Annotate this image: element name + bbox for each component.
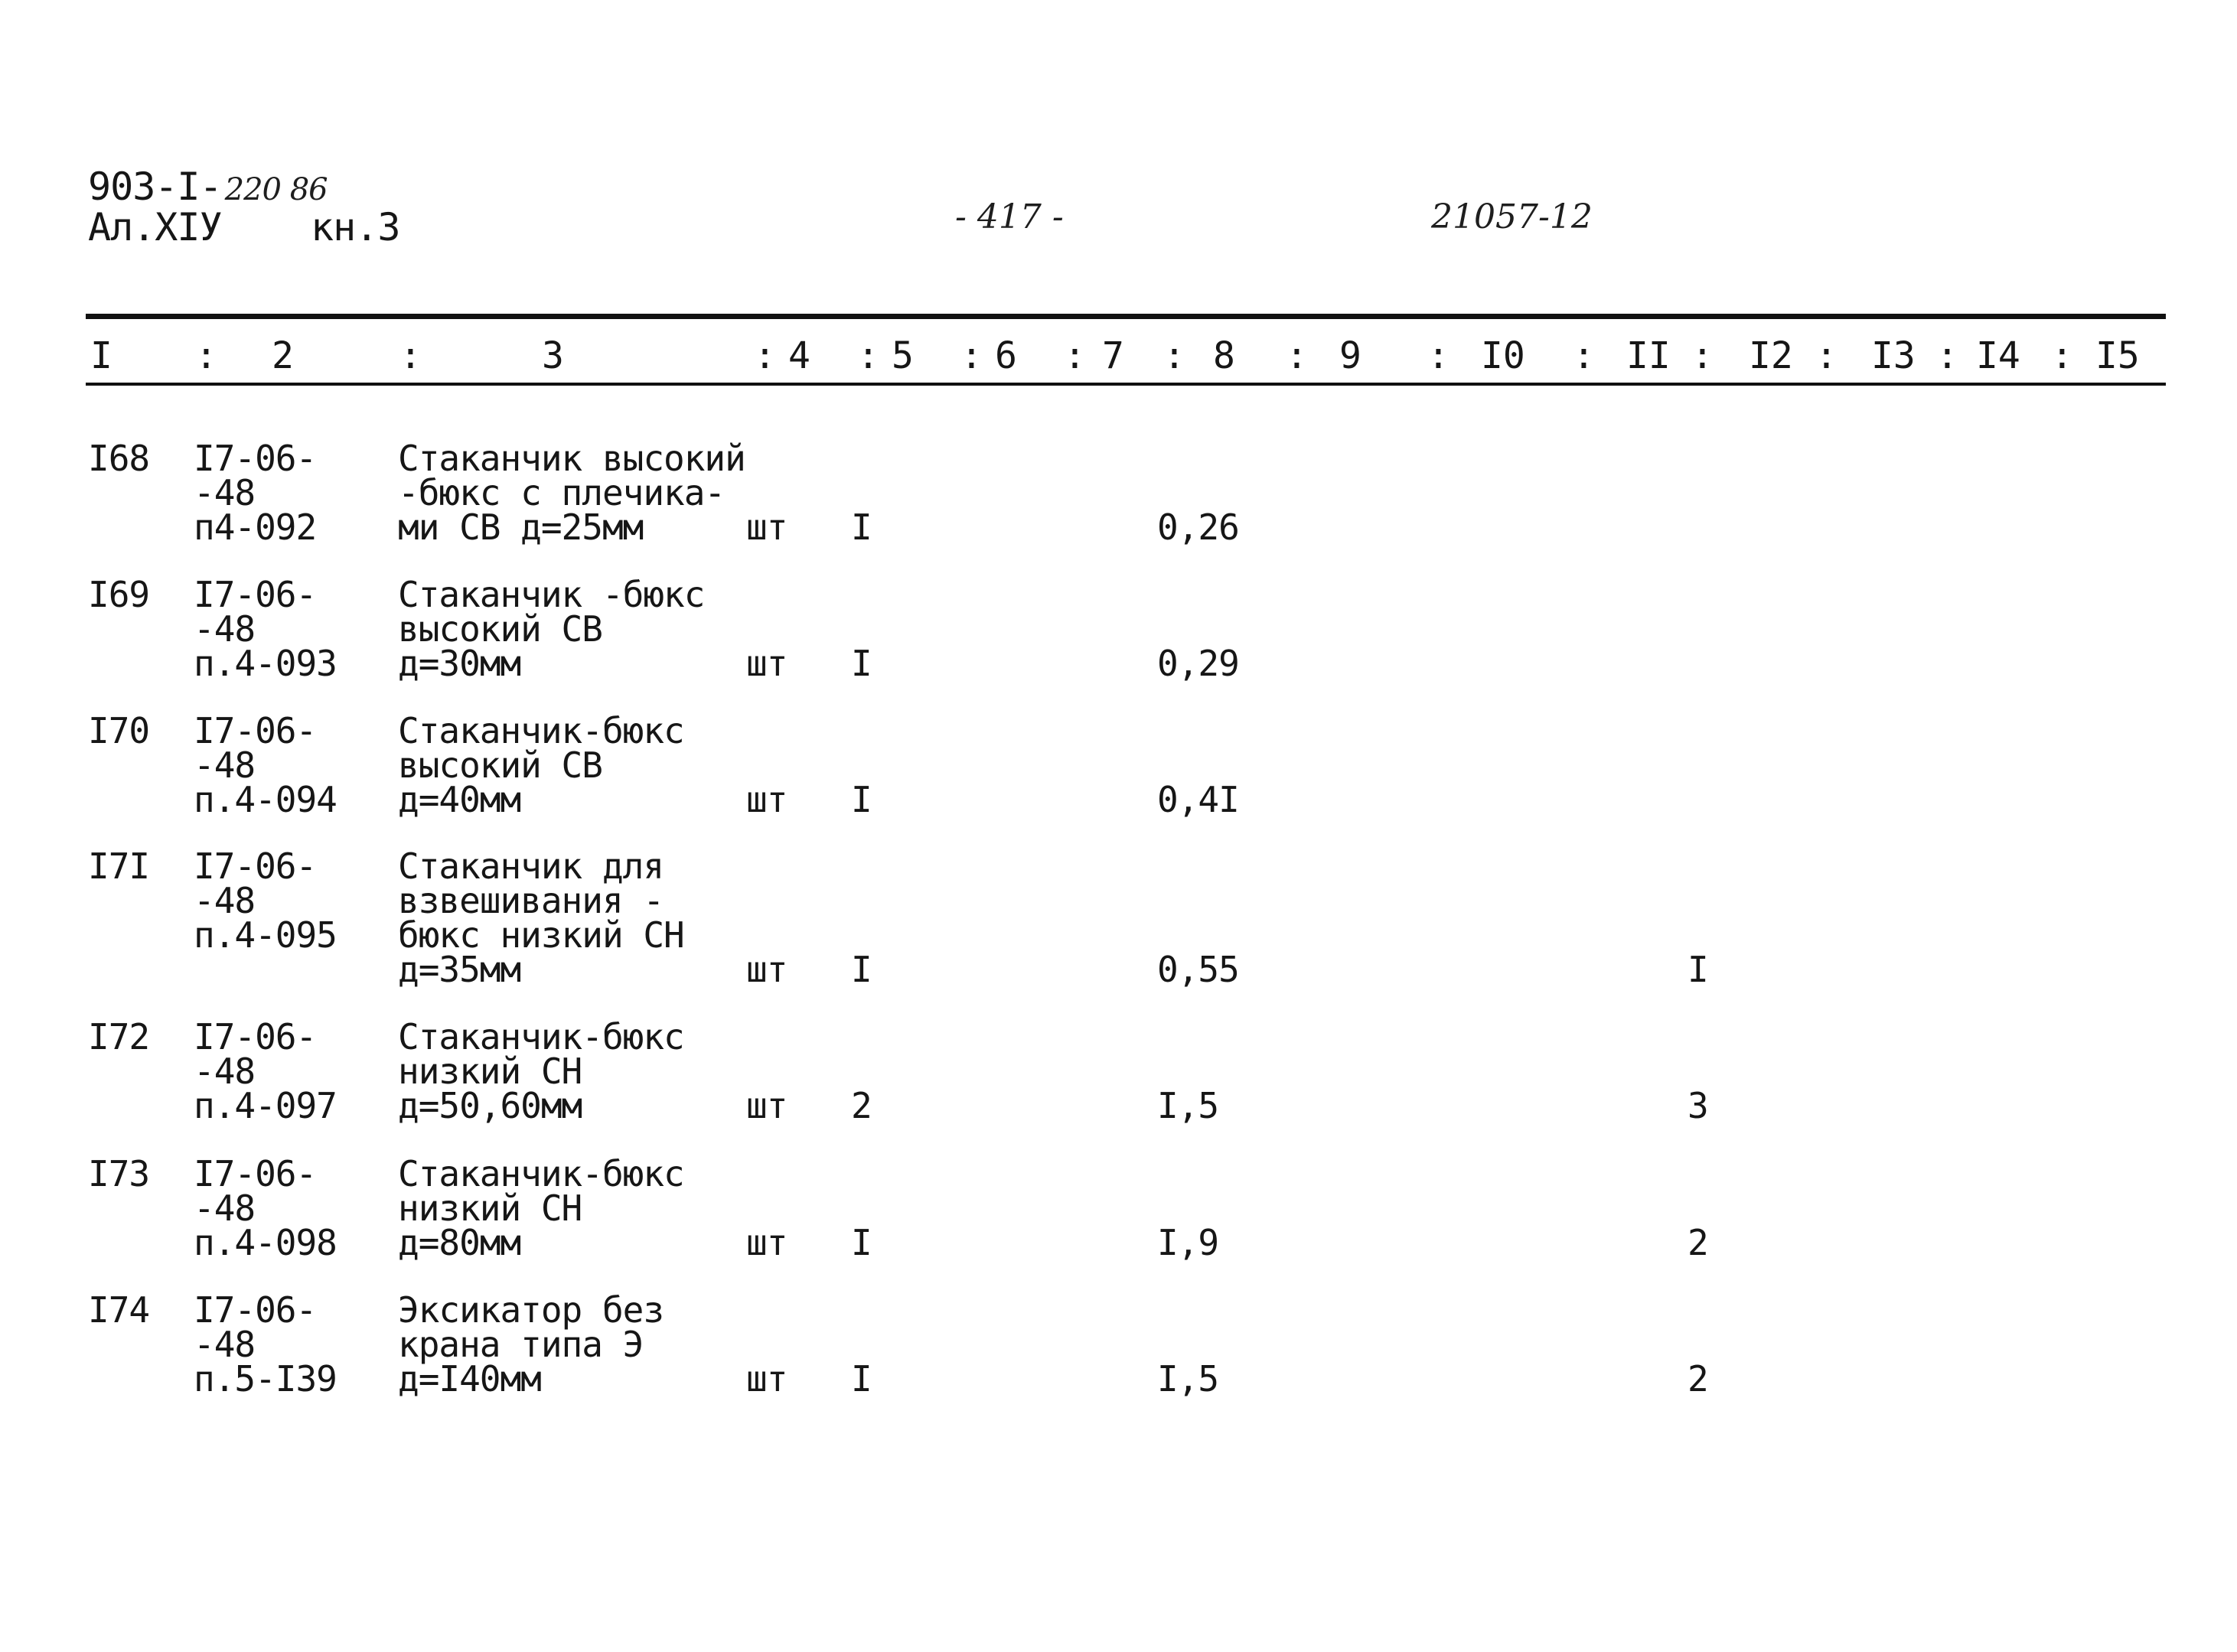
- row-name-line: Эксикатор без: [398, 1289, 664, 1331]
- column-separator: :: [857, 334, 879, 377]
- column-separator: :: [1573, 334, 1595, 377]
- column-separator: :: [399, 334, 422, 377]
- row-unit: шт: [746, 1222, 788, 1263]
- row-name-line: Стаканчик -бюкс: [398, 574, 705, 615]
- row-code-line: -48: [194, 880, 256, 921]
- column-header: 5: [892, 334, 914, 377]
- row-code-line: I7-06-: [194, 574, 317, 615]
- row-code-line: I7-06-: [194, 846, 317, 887]
- row-name-line: низкий СН: [398, 1188, 582, 1229]
- row-name-line: ми СВ д=25мм: [398, 507, 644, 548]
- row-name-line: д=30мм: [398, 643, 521, 684]
- row-name-line: д=I40мм: [398, 1358, 541, 1399]
- row-code-line: п.4-095: [194, 914, 337, 956]
- row-code-line: п4-092: [194, 507, 317, 548]
- row-column-8-value: 0,26: [1157, 507, 1239, 548]
- document-code: [88, 165, 328, 209]
- row-column-8-value: I,9: [1157, 1222, 1219, 1263]
- row-unit: шт: [746, 1085, 788, 1126]
- row-code-line: -48: [194, 745, 256, 786]
- column-separator: :: [1815, 334, 1838, 377]
- column-header: 7: [1102, 334, 1124, 377]
- column-header: I: [90, 334, 113, 377]
- row-name-line: Стаканчик-бюкс: [398, 710, 684, 751]
- row-name-line: бюкс низкий СН: [398, 914, 684, 956]
- header-bottom-rule: [86, 383, 2166, 386]
- row-code-line: I7-06-: [194, 1289, 317, 1331]
- row-unit: шт: [746, 507, 788, 548]
- row-column-8-value: 0,4I: [1157, 779, 1239, 820]
- column-header: 8: [1213, 334, 1235, 377]
- row-name-line: д=40мм: [398, 779, 521, 820]
- row-number: I72: [88, 1016, 150, 1057]
- column-header: II: [1626, 334, 1671, 377]
- row-name-line: д=50,60мм: [398, 1085, 582, 1126]
- row-name-line: Стаканчик для: [398, 846, 664, 887]
- row-number: I7I: [88, 846, 150, 887]
- column-separator: :: [195, 334, 217, 377]
- row-unit: шт: [746, 949, 788, 990]
- column-separator: :: [2051, 334, 2073, 377]
- column-separator: :: [1286, 334, 1308, 377]
- row-name-line: низкий СН: [398, 1051, 582, 1092]
- row-name-line: высокий СВ: [398, 608, 602, 650]
- column-separator: :: [1064, 334, 1086, 377]
- row-code-line: I7-06-: [194, 710, 317, 751]
- row-name-line: Стаканчик-бюкс: [398, 1016, 684, 1057]
- row-number: I74: [88, 1289, 150, 1331]
- row-code-line: -48: [194, 1324, 256, 1365]
- row-column-8-value: 0,29: [1157, 643, 1239, 684]
- row-column-8-value: I,5: [1157, 1358, 1219, 1399]
- header-top-rule: [86, 314, 2166, 319]
- row-column-8-value: 0,55: [1157, 949, 1239, 990]
- page-number: - 417 -: [955, 197, 1064, 236]
- row-quantity: I: [851, 1222, 872, 1263]
- row-code-line: I7-06-: [194, 1153, 317, 1194]
- column-header: 4: [788, 334, 810, 377]
- row-column-11-value: 2: [1688, 1222, 1708, 1263]
- document-code-typed: 903-I-: [88, 165, 222, 209]
- column-header: I2: [1749, 334, 1793, 377]
- row-code-line: п.4-093: [194, 643, 337, 684]
- document-number: 21057-12: [1431, 197, 1593, 236]
- row-number: I68: [88, 438, 150, 479]
- row-name-line: взвешивания -: [398, 880, 664, 921]
- document-code-handwritten: 220 86: [224, 172, 328, 207]
- column-header: 3: [542, 334, 564, 377]
- row-name-line: Стаканчик высокий: [398, 438, 745, 479]
- row-number: I69: [88, 574, 150, 615]
- column-separator: :: [754, 334, 776, 377]
- row-code-line: -48: [194, 472, 256, 513]
- row-column-11-value: 3: [1688, 1085, 1708, 1126]
- row-quantity: I: [851, 949, 872, 990]
- row-quantity: I: [851, 643, 872, 684]
- column-header: 9: [1339, 334, 1361, 377]
- album-label: Ал.XIУ: [88, 205, 222, 249]
- row-quantity: 2: [851, 1085, 872, 1126]
- row-column-11-value: 2: [1688, 1358, 1708, 1399]
- row-code-line: -48: [194, 1051, 256, 1092]
- row-code-line: п.4-098: [194, 1222, 337, 1263]
- row-name-line: -бюкс с плечика-: [398, 472, 726, 513]
- row-quantity: I: [851, 1358, 872, 1399]
- book-label: кн.3: [311, 205, 400, 249]
- column-header: 2: [272, 334, 294, 377]
- row-code-line: I7-06-: [194, 1016, 317, 1057]
- column-separator: :: [1163, 334, 1185, 377]
- row-unit: шт: [746, 1358, 788, 1399]
- row-code-line: п.4-097: [194, 1085, 337, 1126]
- row-name-line: крана типа Э: [398, 1324, 644, 1365]
- column-header: I3: [1871, 334, 1916, 377]
- row-name-line: д=35мм: [398, 949, 521, 990]
- column-header: I4: [1976, 334, 2020, 377]
- row-column-11-value: I: [1688, 949, 1708, 990]
- row-code-line: I7-06-: [194, 438, 317, 479]
- column-separator: :: [1936, 334, 1958, 377]
- column-separator: :: [960, 334, 983, 377]
- row-number: I70: [88, 710, 150, 751]
- row-code-line: п.4-094: [194, 779, 337, 820]
- row-unit: шт: [746, 643, 788, 684]
- row-column-8-value: I,5: [1157, 1085, 1219, 1126]
- row-name-line: Стаканчик-бюкс: [398, 1153, 684, 1194]
- column-header: I0: [1481, 334, 1525, 377]
- column-header: 6: [995, 334, 1017, 377]
- column-separator: :: [1427, 334, 1449, 377]
- album-book-line: [88, 205, 399, 249]
- row-name-line: д=80мм: [398, 1222, 521, 1263]
- row-code-line: -48: [194, 608, 256, 650]
- row-number: I73: [88, 1153, 150, 1194]
- row-code-line: -48: [194, 1188, 256, 1229]
- row-quantity: I: [851, 779, 872, 820]
- row-unit: шт: [746, 779, 788, 820]
- row-name-line: высокий СВ: [398, 745, 602, 786]
- column-separator: :: [1691, 334, 1714, 377]
- column-header: I5: [2095, 334, 2140, 377]
- row-quantity: I: [851, 507, 872, 548]
- row-code-line: п.5-I39: [194, 1358, 337, 1399]
